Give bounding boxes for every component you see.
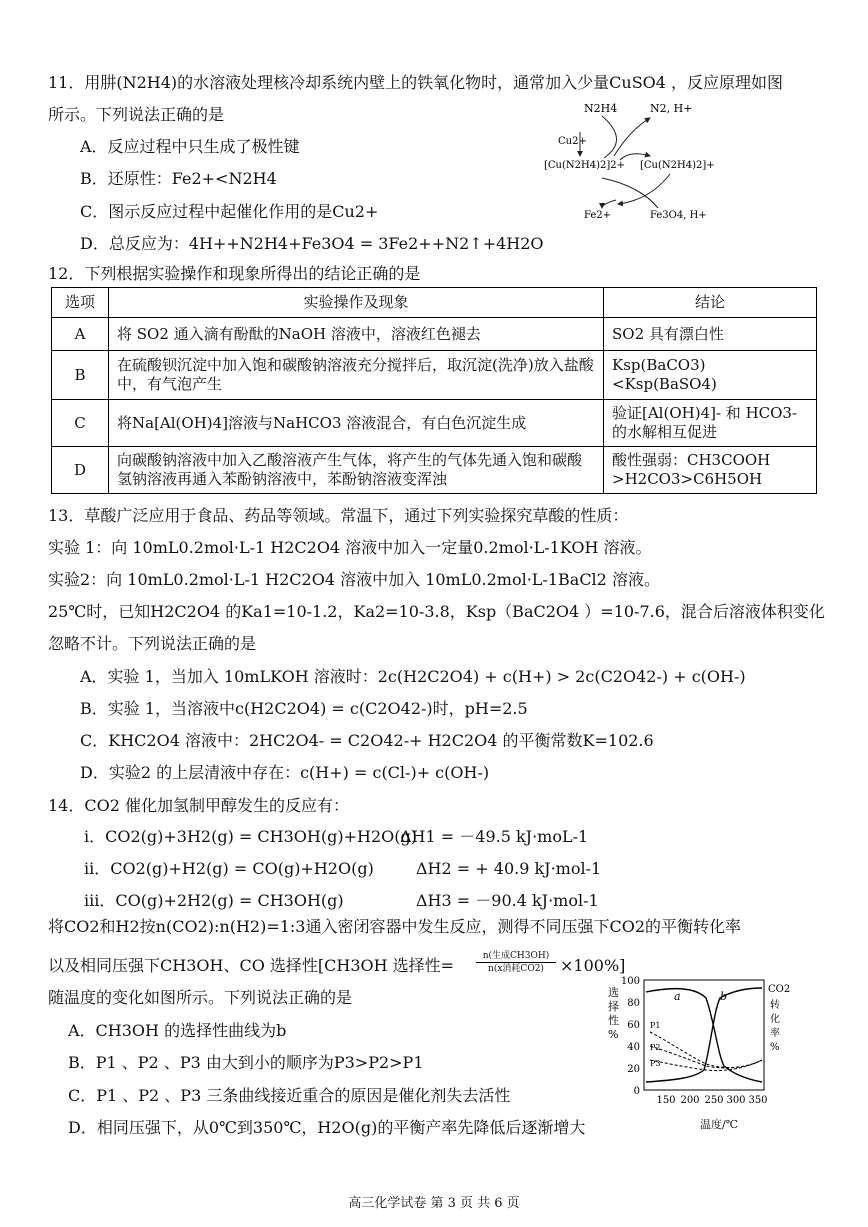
header-conclusion: 结论 xyxy=(604,288,817,318)
page-footer: 高三化学试卷 第 3 页 共 6 页 xyxy=(348,1196,520,1211)
label-p3: P3 xyxy=(650,1059,661,1068)
label-p2: P2 xyxy=(650,1043,661,1052)
right-label-0: CO2 xyxy=(768,984,791,995)
xtick-300: 300 xyxy=(726,1095,746,1106)
q13-experiment-1: 实验 1：向 10mL0.2mol·L-1 H2C2O4 溶液中加入一定量0.2mol·L-1KOH 溶液。 xyxy=(48,538,652,557)
q13-stem: 13．草酸广泛应用于食品、药品等领域。常温下，通过下列实验探究草酸的性质： xyxy=(48,506,629,525)
q14-option-b: B．P1 、P2 、P3 由大到小的顺序为P3>P2>P1 xyxy=(68,1053,424,1072)
xtick-150: 150 xyxy=(656,1095,676,1106)
diag-left-complex: [Cu(N2H4)2]2+ xyxy=(544,160,625,171)
diag-n2-h: N2, H+ xyxy=(650,102,693,115)
table-row xyxy=(52,318,817,351)
q13-option-c: C．KHC2O4 溶液中：2HC2O4- = C2O42-+ H2C2O4 的平衡常数K=102.6 xyxy=(80,731,654,750)
q14-enthalpy-1: ΔH1 = －49.5 kJ·moL-1 xyxy=(400,827,589,846)
q14-reaction-3: iii．CO(g)+2H2(g) = CH3OH(g) xyxy=(84,891,344,910)
q11-mechanism-diagram xyxy=(540,100,720,228)
chart-x-axis-label: 温度/℃ xyxy=(700,1118,739,1131)
right-label-4: % xyxy=(770,1042,780,1053)
x-tick-labels xyxy=(656,1095,767,1106)
row-c-operation: 将Na[Al(OH)4]溶液与NaHCO3 溶液混合，有白色沉淀生成 xyxy=(109,400,604,447)
row-a-option: A xyxy=(52,318,109,351)
label-b: b xyxy=(720,990,728,1003)
q14-enthalpy-3: ΔH3 = －90.4 kJ·mol-1 xyxy=(416,891,599,910)
q11-option-a: A．反应过程中只生成了极性键 xyxy=(80,137,300,156)
q11-option-c: C．图示反应过程中起催化作用的是Cu2+ xyxy=(80,202,379,221)
q13-experiment-2: 实验2：向 10mL0.2mol·L-1 H2C2O4 溶液中加入 10mL0.2mol·L-1BaCl2 溶液。 xyxy=(48,570,660,589)
q12-stem: 12．下列根据实验操作和现象所得出的结论正确的是 xyxy=(48,264,421,283)
xtick-250: 250 xyxy=(704,1095,724,1106)
table-row xyxy=(52,447,817,494)
selectivity-fraction xyxy=(476,950,556,975)
table-row xyxy=(52,400,817,447)
q14-option-d: D．相同压强下，从0℃到350℃，H2O(g)的平衡产率先降低后逐渐增大 xyxy=(68,1118,586,1137)
row-d-conclusion: 酸性强弱：CH3COOH >H2CO3>C6H5OH xyxy=(604,447,817,494)
q11-option-d: D．总反应为：4H++N2H4+Fe3O4 = 3Fe2++N2↑+4H2O xyxy=(80,234,544,253)
q13-condition-1: 25℃时，已知H2C2O4 的Ka1=10-1.2，Ka2=10-3.8，Ksp（BaC2O4 ）=10-7.6，混合后溶液体积变化 xyxy=(48,602,825,621)
table-row xyxy=(52,351,817,400)
ytick-20: 20 xyxy=(627,1064,640,1075)
header-operation: 实验操作及现象 xyxy=(109,288,604,318)
q14-selectivity-chart xyxy=(606,970,791,1110)
diag-right-complex: [Cu(N2H4)2]+ xyxy=(640,160,715,171)
xtick-200: 200 xyxy=(680,1095,700,1106)
row-d-operation: 向碳酸钠溶液中加入乙酸溶液产生气体，将产生的气体先通入饱和碳酸氢钠溶液再通入苯酚钠溶液中，苯酚钠溶液变浑浊 xyxy=(109,447,604,494)
row-b-operation: 在硫酸钡沉淀中加入饱和碳酸钠溶液充分搅拌后，取沉淀(洗净)放入盐酸中，有气泡产生 xyxy=(109,351,604,400)
ytick-80: 80 xyxy=(627,998,640,1009)
xtick-350: 350 xyxy=(748,1095,768,1106)
right-label-3: 率 xyxy=(770,1028,780,1039)
fraction-numerator: n(生成CH3OH) xyxy=(476,950,556,963)
q13-option-a: A．实验 1，当加入 10mLKOH 溶液时：2c(H2C2O4) + c(H+) > 2c(C2O42-) + c(OH-) xyxy=(80,667,746,686)
row-a-conclusion: SO2 具有漂白性 xyxy=(604,318,817,351)
q14-stem: 14．CO2 催化加氢制甲醇发生的反应有： xyxy=(48,796,349,815)
left-label-2: 性 xyxy=(608,1014,619,1027)
q11-option-b: B．还原性：Fe2+<N2H4 xyxy=(80,169,277,188)
q14-line-2: 以及相同压强下CH3OH、CO 选择性[CH3OH 选择性= xyxy=(48,956,455,975)
q12-table xyxy=(51,287,817,494)
curve-b xyxy=(646,988,762,1082)
chart-left-axis-label xyxy=(608,985,619,1041)
q14-line-3: 随温度的变化如图所示。下列说法正确的是 xyxy=(48,988,353,1007)
q11-stem-line2: 所示。下列说法正确的是 xyxy=(48,105,225,124)
diag-cu2: Cu2+ xyxy=(558,136,587,147)
chart-right-axis-label xyxy=(768,984,790,1053)
label-a: a xyxy=(674,990,681,1003)
q11-stem-line1: 11．用肼(N2H4)的水溶液处理核冷却系统内壁上的铁氧化物时，通常加入少量CuSO4 ，反应原理如图 xyxy=(48,73,784,92)
q14-line-1: 将CO2和H2按n(CO2):n(H2)=1:3通入密闭容器中发生反应，测得不同压强下CO2的平衡转化率 xyxy=(48,917,742,936)
row-c-option: C xyxy=(52,400,109,447)
q14-option-c: C．P1 、P2 、P3 三条曲线接近重合的原因是催化剂失去活性 xyxy=(68,1086,511,1105)
q14-enthalpy-2: ΔH2 = + 40.9 kJ·mol-1 xyxy=(416,859,602,878)
q14-line-2-end: ×100%] xyxy=(560,956,626,975)
q14-option-a: A．CH3OH 的选择性曲线为b xyxy=(68,1021,287,1040)
right-label-1: 转 xyxy=(770,1000,780,1011)
q14-reaction-2: ii．CO2(g)+H2(g) = CO(g)+H2O(g) xyxy=(84,859,374,878)
left-label-1: 择 xyxy=(608,1000,619,1013)
left-label-3: % xyxy=(608,1028,619,1041)
header-option: 选项 xyxy=(52,288,109,318)
q13-option-d: D．实验2 的上层清液中存在：c(H+) = c(Cl-)+ c(OH-) xyxy=(80,763,490,782)
ytick-0: 0 xyxy=(633,1086,640,1097)
row-c-conclusion: 验证[Al(OH)4]- 和 HCO3- 的水解相互促进 xyxy=(604,400,817,447)
diag-n2h4: N2H4 xyxy=(584,102,618,115)
y-tick-labels xyxy=(621,976,640,1097)
right-label-2: 化 xyxy=(770,1014,780,1025)
diag-fe3o4: Fe3O4, H+ xyxy=(650,210,707,221)
q14-reaction-1: i．CO2(g)+3H2(g) = CH3OH(g)+H2O(g) xyxy=(84,827,417,846)
row-b-option: B xyxy=(52,351,109,400)
ytick-40: 40 xyxy=(627,1042,640,1053)
ytick-100: 100 xyxy=(620,976,640,987)
q13-option-b: B．实验 1，当溶液中c(H2C2O4) = c(C2O42-)时，pH=2.5 xyxy=(80,699,528,718)
diag-fe2: Fe2+ xyxy=(584,210,612,221)
row-b-conclusion: Ksp(BaCO3)<Ksp(BaSO4) xyxy=(604,351,817,400)
left-label-0: 选 xyxy=(608,986,619,999)
row-d-option: D xyxy=(52,447,109,494)
fraction-denominator: n(x消耗CO2) xyxy=(488,964,544,974)
ytick-60: 60 xyxy=(627,1020,640,1031)
row-a-operation: 将 SO2 通入滴有酚酞的NaOH 溶液中，溶液红色褪去 xyxy=(109,318,604,351)
q13-condition-2: 忽略不计。下列说法正确的是 xyxy=(48,634,257,653)
label-p1: P1 xyxy=(650,1021,661,1030)
